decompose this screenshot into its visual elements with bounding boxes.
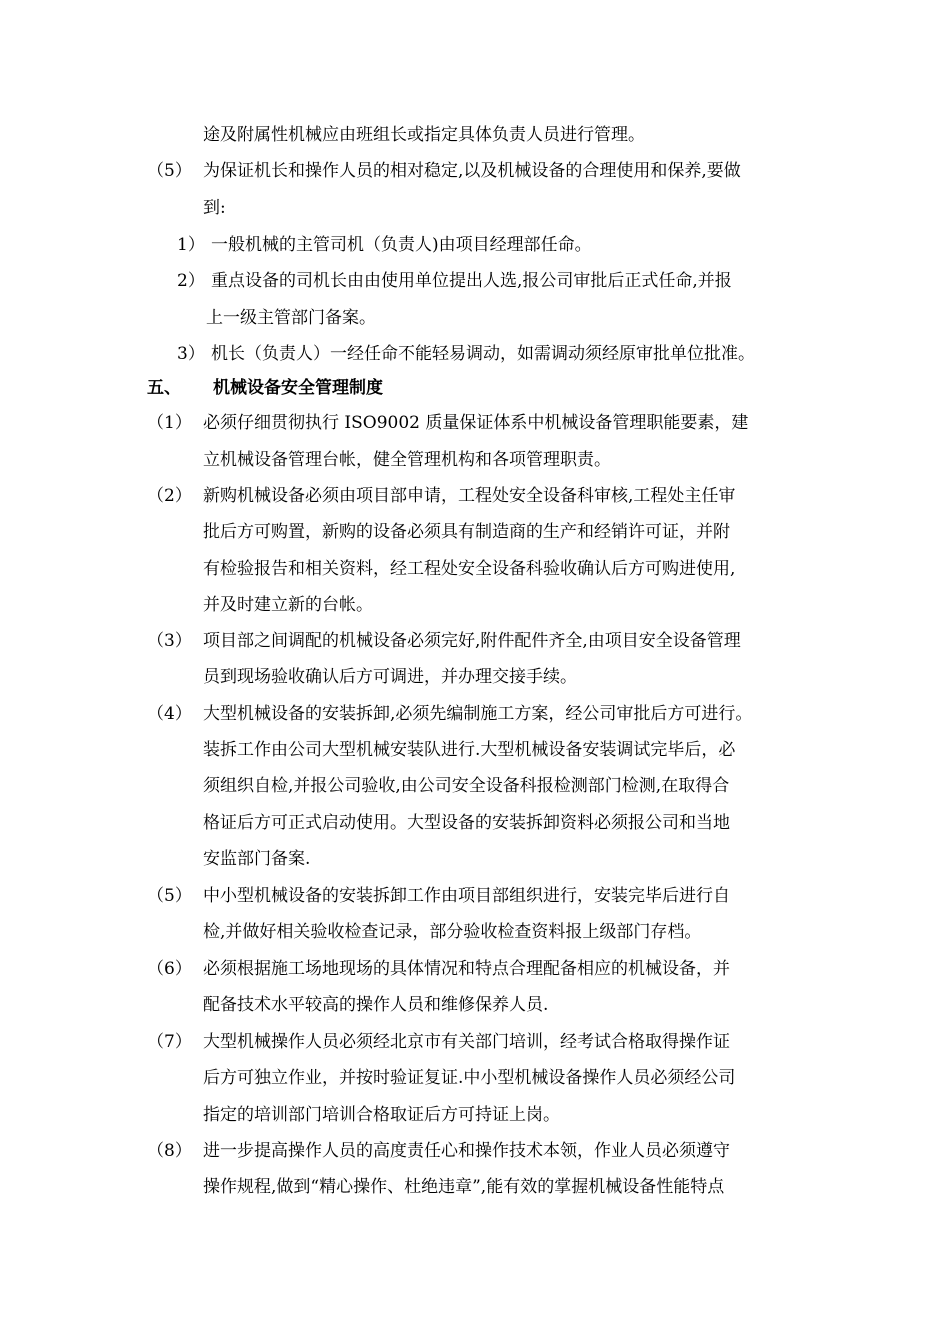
item-number: （7）	[147, 1032, 192, 1052]
paragraph-line: 机长（负责人）一经任命不能轻易调动，如需调动须经原审批单位批准。	[211, 344, 755, 364]
paragraph-line: 大型机械操作人员必须经北京市有关部门培训，经考试合格取得操作证	[203, 1032, 730, 1052]
item-number: （1）	[147, 413, 192, 433]
paragraph-line: 到:	[203, 198, 226, 218]
paragraph-line: 进一步提高操作人员的高度责任心和操作技术本领，作业人员必须遵守	[203, 1141, 730, 1161]
item-number: （5）	[147, 161, 192, 181]
paragraph-line: 安监部门备案.	[203, 849, 311, 869]
paragraph-line: 操作规程,做到“精心操作、杜绝违章”,能有效的掌握机械设备性能特点	[203, 1177, 725, 1197]
item-number: （6）	[147, 959, 192, 979]
item-number: （5）	[147, 886, 192, 906]
paragraph-line: 并及时建立新的台帐。	[203, 595, 373, 615]
paragraph-line: 大型机械设备的安装拆卸,必须先编制施工方案，经公司审批后方可进行。	[203, 704, 753, 724]
paragraph-line: 有检验报告和相关资料，经工程处安全设备科验收确认后方可购进使用,	[203, 559, 736, 579]
paragraph-line: 一般机械的主管司机（负责人)由项目经理部任命。	[211, 235, 592, 255]
item-number: （4）	[147, 704, 192, 724]
paragraph-line: 员到现场验收确认后方可调进，并办理交接手续。	[203, 667, 577, 687]
paragraph-line: 批后方可购置，新购的设备必须具有制造商的生产和经销许可证，并附	[203, 522, 730, 542]
paragraph-line: 后方可独立作业，并按时验证复证.中小型机械设备操作人员必须经公司	[203, 1068, 736, 1088]
paragraph-line: 指定的培训部门培训合格取证后方可持证上岗。	[203, 1105, 560, 1125]
paragraph-line: 上一级主管部门备案。	[206, 308, 376, 328]
paragraph-line: 格证后方可正式启动使用。大型设备的安装拆卸资料必须报公司和当地	[203, 813, 730, 833]
paragraph-line: 须组织自检,并报公司验收,由公司安全设备科报检测部门检测,在取得合	[203, 776, 730, 796]
item-number: （8）	[147, 1141, 192, 1161]
paragraph-line: 中小型机械设备的安装拆卸工作由项目部组织进行，安装完毕后进行自	[203, 886, 730, 906]
paragraph-line: 项目部之间调配的机械设备必须完好,附件配件齐全,由项目安全设备管理	[203, 631, 741, 651]
section-heading: 机械设备安全管理制度	[213, 378, 383, 398]
item-number: （3）	[147, 631, 192, 651]
paragraph-line: 途及附属性机械应由班组长或指定具体负责人员进行管理。	[203, 125, 645, 145]
paragraph-line: 必须仔细贯彻执行 ISO9002 质量保证体系中机械设备管理职能要素，建	[203, 413, 749, 433]
paragraph-line: 装拆工作由公司大型机械安装队进行.大型机械设备安装调试完毕后，必	[203, 740, 736, 760]
paragraph-line: 为保证机长和操作人员的相对稳定,以及机械设备的合理使用和保养,要做	[203, 161, 741, 181]
item-number: 1）	[177, 235, 205, 255]
item-number: （2）	[147, 486, 192, 506]
paragraph-line: 重点设备的司机长由由使用单位提出人选,报公司审批后正式任命,并报	[211, 271, 732, 291]
paragraph-line: 立机械设备管理台帐，健全管理机构和各项管理职责。	[203, 450, 611, 470]
section-number: 五、	[147, 378, 181, 398]
item-number: 2）	[177, 271, 205, 291]
paragraph-line: 必须根据施工场地现场的具体情况和特点合理配备相应的机械设备，并	[203, 959, 730, 979]
paragraph-line: 新购机械设备必须由项目部申请，工程处安全设备科审核,工程处主任审	[203, 486, 736, 506]
paragraph-line: 检,并做好相关验收检查记录，部分验收检查资料报上级部门存档。	[203, 922, 702, 942]
paragraph-line: 配备技术水平较高的操作人员和维修保养人员.	[203, 995, 549, 1015]
item-number: 3）	[177, 344, 205, 364]
